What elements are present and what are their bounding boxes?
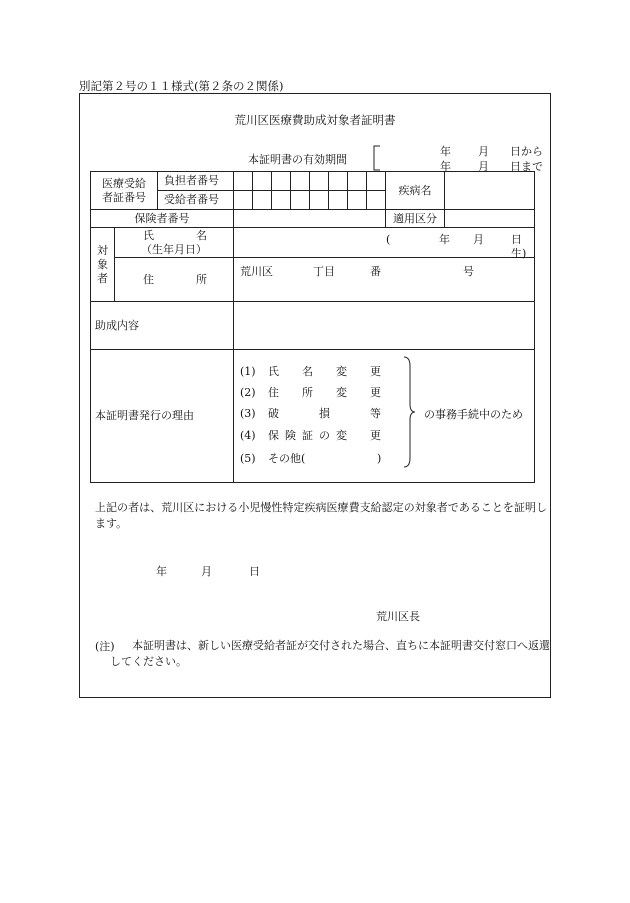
- subsidy-label: 助成内容: [91, 302, 234, 350]
- note-mark: (注): [95, 640, 115, 653]
- payer-digit[interactable]: [272, 172, 291, 191]
- category-label: 適用区分: [386, 210, 445, 228]
- payer-digit[interactable]: [291, 172, 310, 191]
- subject-label: 対 象 者: [91, 228, 115, 302]
- insurance-number-field[interactable]: [234, 210, 386, 228]
- disease-field[interactable]: [445, 172, 535, 210]
- recipient-digit[interactable]: [291, 191, 310, 210]
- subsidy-field[interactable]: [234, 302, 535, 350]
- recipient-id-label: 医療受給 者証番号: [91, 172, 158, 210]
- name-label: 氏 名 （生年月日）: [115, 228, 234, 258]
- payer-number-label: 負担者番号: [158, 172, 234, 191]
- payer-digit[interactable]: [234, 172, 253, 191]
- category-field[interactable]: [445, 210, 535, 228]
- form-number: 別記第２号の１１様式(第２条の２関係): [79, 79, 284, 93]
- recipient-digit[interactable]: [234, 191, 253, 210]
- payer-digit[interactable]: [253, 172, 272, 191]
- recipient-number-label: 受給者番号: [158, 191, 234, 210]
- reason-label: 本証明書発行の理由: [91, 350, 234, 483]
- certification-statement: 上記の者は、荒川区における小児慢性特定疾病医療費支給認定の対象者であることを証明します。: [95, 501, 547, 530]
- payer-digit[interactable]: [329, 172, 348, 191]
- reason-suffix: の事務手続中のため: [424, 408, 523, 421]
- issuer: 荒川区長: [376, 610, 420, 623]
- insurance-number-label: 保険者番号: [91, 210, 234, 228]
- validity-label: 本証明書の有効期間: [248, 153, 347, 166]
- recipient-digit[interactable]: [329, 191, 348, 210]
- reason-brace-icon: [402, 356, 416, 468]
- recipient-digit[interactable]: [310, 191, 329, 210]
- recipient-digit[interactable]: [272, 191, 291, 210]
- payer-digit[interactable]: [310, 172, 329, 191]
- certificate-form-table: [90, 171, 535, 483]
- payer-digit[interactable]: [348, 172, 367, 191]
- payer-digit[interactable]: [367, 172, 386, 191]
- recipient-digit[interactable]: [348, 191, 367, 210]
- address-label: 住 所: [115, 258, 234, 302]
- name-birth-field[interactable]: ( 年 月 日生): [234, 228, 535, 258]
- disease-label: 疾病名: [386, 172, 445, 210]
- recipient-digit[interactable]: [367, 191, 386, 210]
- validity-bracket-icon: [368, 145, 382, 171]
- recipient-digit[interactable]: [253, 191, 272, 210]
- note-text: 本証明書は、新しい医療受給者証が交付された場合、直ちに本証明書交付窓口へ返還してください。: [110, 639, 550, 668]
- reason-field: (1) 氏 名 変 更 (2) 住 所 変 更 (3) 破 損 等 (4) 保 険 証 の 変 更 (5) その他( ) の事務手続中のため: [234, 350, 535, 483]
- document-title: 荒川区医療費助成対象者証明書: [234, 113, 396, 127]
- address-field[interactable]: 荒川区 丁目 番 号: [234, 258, 535, 302]
